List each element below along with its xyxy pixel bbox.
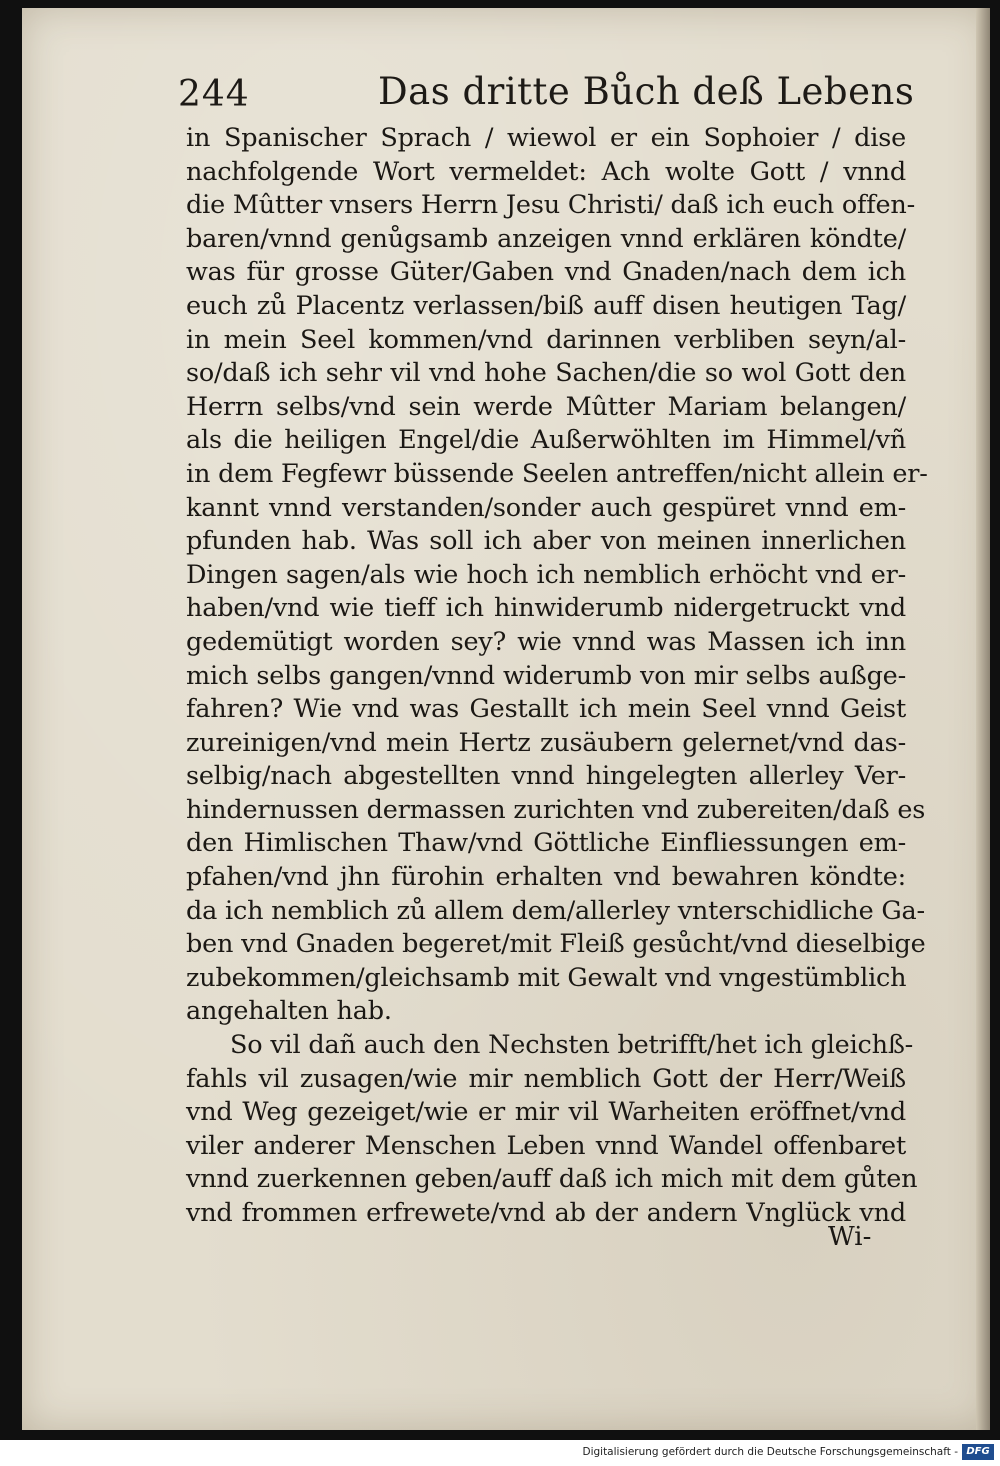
text-line: vnd Weg gezeiget/wie er mir vil Warheiten eröffnet/vnd: [186, 1097, 906, 1128]
funding-credit: Digitalisierung gefördert durch die Deutsche Forschungsgemeinschaft -: [582, 1446, 958, 1458]
dfg-logo: DFG: [962, 1444, 994, 1460]
text-line-paragraph-start: So vil dañ auch den Nechsten betrifft/het ich gleichß-: [230, 1030, 914, 1061]
text-line: viler anderer Menschen Leben vnnd Wandel offenbaret: [186, 1130, 906, 1161]
text-line: so/daß ich sehr vil vnd hohe Sachen/die so wol Gott den: [186, 358, 906, 389]
running-head: Das dritte Bůch deß Lebens: [378, 70, 915, 113]
text-line: vnd frommen erfrewete/vnd ab der andern Vnglück vnd: [186, 1198, 906, 1228]
text-line: euch zů Placentz verlassen/biß auff disen heutigen Tag/: [186, 290, 906, 321]
text-line: als die heiligen Engel/die Außerwöhlten im Himmel/vñ: [186, 425, 906, 456]
body-text: [186, 122, 928, 1231]
text-line: da ich nemblich zů allem dem/allerley vnterschidliche Ga-: [186, 895, 925, 926]
text-line: zureinigen/vnd mein Hertz zusäubern gelernet/vnd das-: [186, 727, 906, 758]
text-line: in Spanischer Sprach / wiewol er ein Sophoier / dise: [186, 123, 906, 153]
text-line: zubekommen/gleichsamb mit Gewalt vnd vngestümblich: [186, 962, 907, 993]
page-edge: [976, 8, 990, 1430]
text-line: fahren? Wie vnd was Gestallt ich mein Seel vnnd Geist: [186, 694, 906, 725]
text-line: selbig/nach abgestellten vnnd hingelegten allerley Ver-: [186, 761, 906, 792]
text-line: ben vnd Gnaden begeret/mit Fleiß gesůcht/vnd dieselbige: [186, 929, 926, 960]
text-line: Herrn selbs/vnd sein werde Mûtter Mariam belangen/: [186, 391, 906, 422]
text-line: kannt vnnd verstanden/sonder auch gespüret vnnd em-: [186, 492, 906, 523]
text-line: haben/vnd wie tieff ich hinwiderumb nidergetruckt vnd: [186, 593, 906, 624]
text-line: Dingen sagen/als wie hoch ich nemblich erhöcht vnd er-: [186, 559, 906, 590]
page-number: 244: [178, 74, 250, 115]
text-line: mich selbs gangen/vnnd widerumb von mir selbs außge-: [186, 660, 906, 691]
text-line: fahls vil zusagen/wie mir nemblich Gott der Herr/Weiß: [186, 1063, 906, 1094]
text-line: in mein Seel kommen/vnd darinnen verbliben seyn/al-: [186, 324, 906, 355]
catchword: Wi-: [828, 1222, 872, 1252]
text-line: die Mûtter vnsers Herrn Jesu Christi/ daß ich euch offen-: [186, 190, 916, 221]
text-line: gedemütigt worden sey? wie vnnd was Massen ich inn: [186, 626, 906, 657]
footer: [0, 1440, 1000, 1466]
text-line: nachfolgende Wort vermeldet: Ach wolte Gott / vnnd: [186, 156, 906, 187]
text-line: in dem Fegfewr büssende Seelen antreffen/nicht allein er-: [186, 458, 928, 489]
text-line-paragraph-end: angehalten hab.: [186, 996, 392, 1027]
text-line: hindernussen dermassen zurichten vnd zubereiten/daß es: [186, 794, 926, 825]
text-line: vnnd zuerkennen geben/auff daß ich mich mit dem gůten: [186, 1164, 918, 1195]
text-line: pfahen/vnd jhn fürohin erhalten vnd bewahren köndte:: [186, 862, 906, 893]
text-line: pfunden hab. Was soll ich aber von meinen innerlichen: [186, 526, 906, 557]
text-line: den Himlischen Thaw/vnd Göttliche Einfliessungen em-: [186, 828, 906, 859]
text-line: was für grosse Güter/Gaben vnd Gnaden/nach dem ich: [186, 257, 906, 288]
text-line: baren/vnnd genůgsamb anzeigen vnnd erklären köndte/: [186, 223, 906, 254]
page-header: [178, 70, 915, 122]
